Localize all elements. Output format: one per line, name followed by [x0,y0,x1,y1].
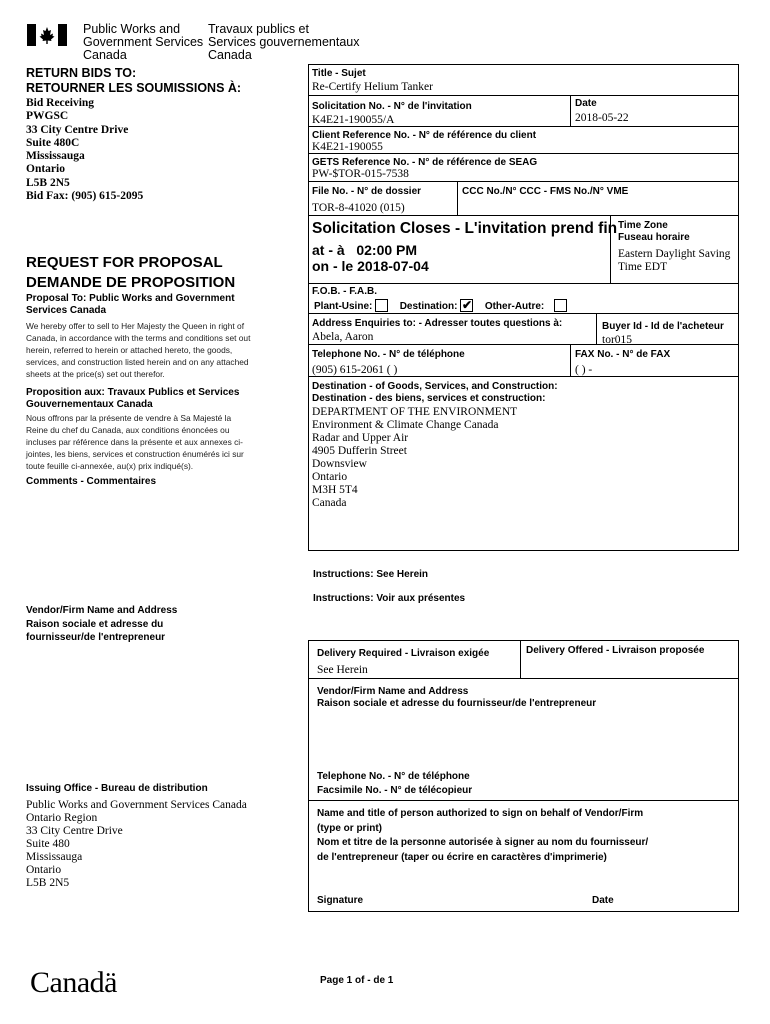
vendor-contact-row [309,766,738,801]
canada-flag-icon [27,24,67,46]
solicitation-row [309,96,738,127]
gets-ref-row [309,154,738,182]
fax-label: FAX No. - N° de FAX [575,349,671,360]
closing-title: Solicitation Closes - L'invitation prend fin [312,220,618,237]
address-enquiries-value: Abela, Aaron [312,331,374,343]
telephone-label: Telephone No. - N° de téléphone [312,349,465,360]
comments-label: Comments - Commentaires [26,476,157,487]
gets-ref-label: GETS Reference No. - N° de référence de SEAG [312,157,538,168]
signature-date-label: Date [592,895,614,906]
date-value: 2018-05-22 [575,112,629,124]
fax-value: ( ) - [575,364,593,376]
canada-wordmark-logo: Canadä [30,966,117,999]
department-name-fr: Travaux publics et Services gouvernementaux Canada [208,22,360,62]
vendor-telephone-label: Telephone No. - N° de téléphone [317,771,470,782]
issuing-office-address: Public Works and Government Services Canada Ontario Region 33 City Centre Drive Suite 480 Mississauga Ontario L5B 2N5 [26,799,247,889]
fob-label: F.O.B. - F.A.B. [312,286,377,297]
buyer-id-value: tor015 [602,334,633,346]
proposal-to-text: We hereby offer to sell to Her Majesty the Queen in right of Canada, in accordance with the terms and conditions set out herein, referred to herein or attached hereto, the goods, services, and construction listed herein and on any attached sheets at the price(s) set out therefor. [26,321,251,380]
vendor-response-panel [308,640,739,912]
signature-label: Signature [317,895,364,906]
fob-row [309,284,738,314]
client-ref-label: Client Reference No. - N° de référence du client [312,130,537,141]
vendor-firm-label-fr: Raison sociale et adresse du fournisseur/de l'entrepreneur [317,698,597,709]
solicitation-details-panel [308,64,739,551]
delivery-required-value: See Herein [317,664,368,676]
closing-date: on - le 2018-07-04 [312,258,429,274]
date-label: Date [575,98,597,109]
solicitation-value: K4E21-190055/A [312,114,395,126]
file-label: File No. - N° de dossier [312,186,422,197]
vendor-firm-label: Vendor/Firm Name and Address [317,686,469,697]
destination-label-en: Destination - of Goods, Services, and Construction: [312,381,558,392]
issuing-office-label: Issuing Office - Bureau de distribution [26,783,208,794]
timezone-value: Eastern Daylight Saving Time EDT [618,248,731,273]
file-value: TOR-8-41020 (015) [312,202,405,214]
authorized-signatory-label: Name and title of person authorized to sign on behalf of Vendor/Firm (type or print) Nom et titre de la personne autorisée à signer au nom du fournisseur/ de l'entrepreneur (taper ou écrire en caractères d'imprimerie) [317,808,649,863]
instructions-en: Instructions: See Herein [313,569,429,580]
delivery-required-label: Delivery Required - Livraison exigée [317,648,490,659]
gets-ref-value: PW-$TOR-015-7538 [312,168,409,180]
timezone-label-en: Time Zone [618,220,668,231]
instructions-fr: Instructions: Voir aux présentes [313,593,466,604]
title-value: Re-Certify Helium Tanker [312,81,433,93]
return-bids-address: Bid Receiving PWGSC 33 City Centre Drive Suite 480C Mississauga Ontario L5B 2N5 Bid Fax: (905) 615-2095 [26,97,144,203]
vendor-firm-label-left: Vendor/Firm Name and Address Raison sociale et adresse du fournisseur/de l'entrepreneur [26,605,178,643]
buyer-id-label: Buyer Id - Id de l'acheteur [602,321,724,332]
other-checkbox[interactable] [554,299,567,312]
title-label: Title - Sujet [312,68,366,79]
closing-row [309,216,738,284]
delivery-offered-label: Delivery Offered - Livraison proposée [526,645,705,656]
page-number: Page 1 of - de 1 [320,975,394,986]
ccc-label: CCC No./N° CCC - FMS No./N° VME [462,186,629,197]
phone-fax-row [309,345,738,377]
client-ref-value: K4E21-190055 [312,141,383,153]
vendor-facsimile-label: Facsimile No. - N° de télécopieur [317,785,473,796]
destination-label-fr: Destination - des biens, services et construction: [312,393,546,404]
return-bids-title: RETURN BIDS TO: RETOURNER LES SOUMISSIONS À: [26,66,242,95]
delivery-row [309,641,738,679]
telephone-value: (905) 615-2061 ( ) [312,364,398,376]
file-row [309,182,738,216]
proposition-label: Proposition aux: Travaux Publics et Services Gouvernementaux Canada [26,387,240,410]
destination-address: DEPARTMENT OF THE ENVIRONMENT Environment & Climate Change Canada Radar and Upper Air 4905 Dufferin Street Downsview Ontario M3H 5T4 Canada [312,406,518,509]
proposition-text: Nous offrons par la présente de vendre à Sa Majesté la Reine du chef du Canada, aux conditions énoncées ou incluses par référence dans la présente et aux annexes ci-jointes, les biens, services et construction énumérés ici sur toute feuille ci-annexée, au(x) prix indiqué(s). [26,413,244,472]
title-row [309,65,738,96]
destination-checkbox[interactable]: ✔ [461,298,472,312]
department-name-en: Public Works and Government Services Canada [83,22,204,62]
address-enquiries-row [309,314,738,345]
address-enquiries-label: Address Enquiries to: - Adresser toutes questions à: [312,318,563,329]
rfp-title: REQUEST FOR PROPOSAL DEMANDE DE PROPOSITION [26,254,236,291]
proposal-to-label: Proposal To: Public Works and Government Services Canada [26,293,235,316]
plant-checkbox[interactable] [375,299,388,312]
closing-time: at - à 02:00 PM [312,242,418,258]
timezone-label-fr: Fuseau horaire [618,232,690,243]
solicitation-label: Solicitation No. - N° de l'invitation [312,101,472,112]
fob-options: Plant-Usine: Destination: ✔ Other-Autre: [314,300,570,313]
client-ref-row [309,127,738,154]
